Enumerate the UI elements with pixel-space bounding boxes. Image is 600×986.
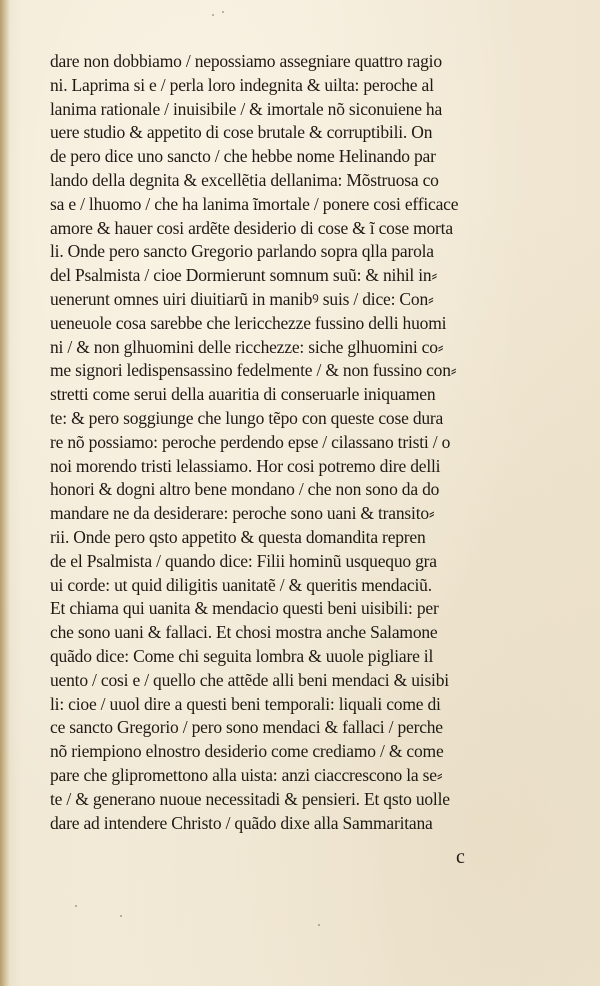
text-line: honori & dogni altro bene mondano / che non sono da do [50,479,440,500]
text-line: uento / cosi e / quello che attẽde alli beni mendaci & uisibi [50,669,449,690]
text-line: te: & pero soggiunge che lungo tẽpo con queste cose dura [50,407,444,428]
text-line: ueneuole cosa sarebbe che lericchezze fussino delli huomi [50,312,447,333]
text-line: lanima rationale / inuisibile / & imortale nõ siconuiene ha [50,98,443,119]
text-line: quãdo dice: Come chi seguita lombra & uuole pigliare il [50,645,434,666]
text-line: de el Psalmista / quando dice: Filii hominũ usquequo gra [50,550,437,571]
text-line: stretti come serui della auaritia di conseruarle iniquamen [50,384,436,405]
text-line: de pero dice uno sancto / che hebbe nome Helinando par [50,146,436,167]
text-line: Et chiama qui uanita & mendacio questi beni uisibili: per [50,598,439,619]
text-line: me signori ledispensassino fedelmente / & non fussino con⸗ [50,360,457,381]
text-line: pare che glipromettono alla uista: anzi ciaccrescono la se⸗ [50,764,443,785]
text-line: nõ riempiono elnostro desiderio come crediamo / & come [50,741,444,762]
text-line: li: cioe / uuol dire a questi beni temporali: liquali come di [50,693,441,714]
text-line: rii. Onde pero qsto appetito & questa domandita repren [50,526,426,547]
page-gutter-edge [0,0,10,986]
text-line: te / & generano nuoue necessitadi & pensieri. Et qsto uolle [50,788,450,809]
text-line: noi morendo tristi lelassiamo. Hor cosi potremo dire delli [50,455,441,476]
text-line: che sono uani & fallaci. Et chosi mostra anche Salamone [50,622,438,643]
text-line: dare ad intendere Christo / quãdo dixe alla Sammaritana [50,812,433,833]
text-line: mandare ne da desiderare: peroche sono uani & transito⸗ [50,503,435,524]
paper-speck [120,915,122,917]
text-line: li. Onde pero sancto Gregorio parlando sopra qlla parola [50,241,434,262]
text-line: del Psalmista / cioe Dormierunt somnum suũ: & nihil in⸗ [50,265,438,286]
text-line: ni / & non glhuomini delle ricchezze: siche glhuomini co⸗ [50,336,444,357]
paper-speck [222,11,224,13]
paper-speck [318,924,320,926]
text-line: amore & hauer cosi ardẽte desiderio di cose & ĩ cose morta [50,217,453,238]
text-line: lando della degnita & excellẽtia dellanima: Mõstruosa co [50,169,439,190]
signature-mark: c [456,846,465,868]
text-line: uere studio & appetito di cose brutale & corruptibili. On [50,122,433,143]
text-line: ce sancto Gregorio / pero sono mendaci & fallaci / perche [50,717,443,738]
text-line: uenerunt omnes uiri diuitiarũ in manibꝰ suis / dice: Con⸗ [50,288,434,309]
text-line: dare non dobbiamo / nepossiamo assegniare quattro ragio [50,51,442,71]
text-line: re nõ possiamo: peroche perdendo epse / cilassano tristi / o [50,431,451,452]
text-column [50,50,500,835]
paper-speck [75,905,77,907]
paper-speck [212,14,214,16]
text-line: sa e / lhuomo / che ha lanima ĩmortale / ponere cosi efficace [50,193,459,214]
text-line: ni. Laprima si e / perla loro indegnita & uilta: peroche al [50,74,434,95]
text-line: ui corde: ut quid diligitis uanitatẽ / & queritis mendaciũ. [50,574,432,595]
